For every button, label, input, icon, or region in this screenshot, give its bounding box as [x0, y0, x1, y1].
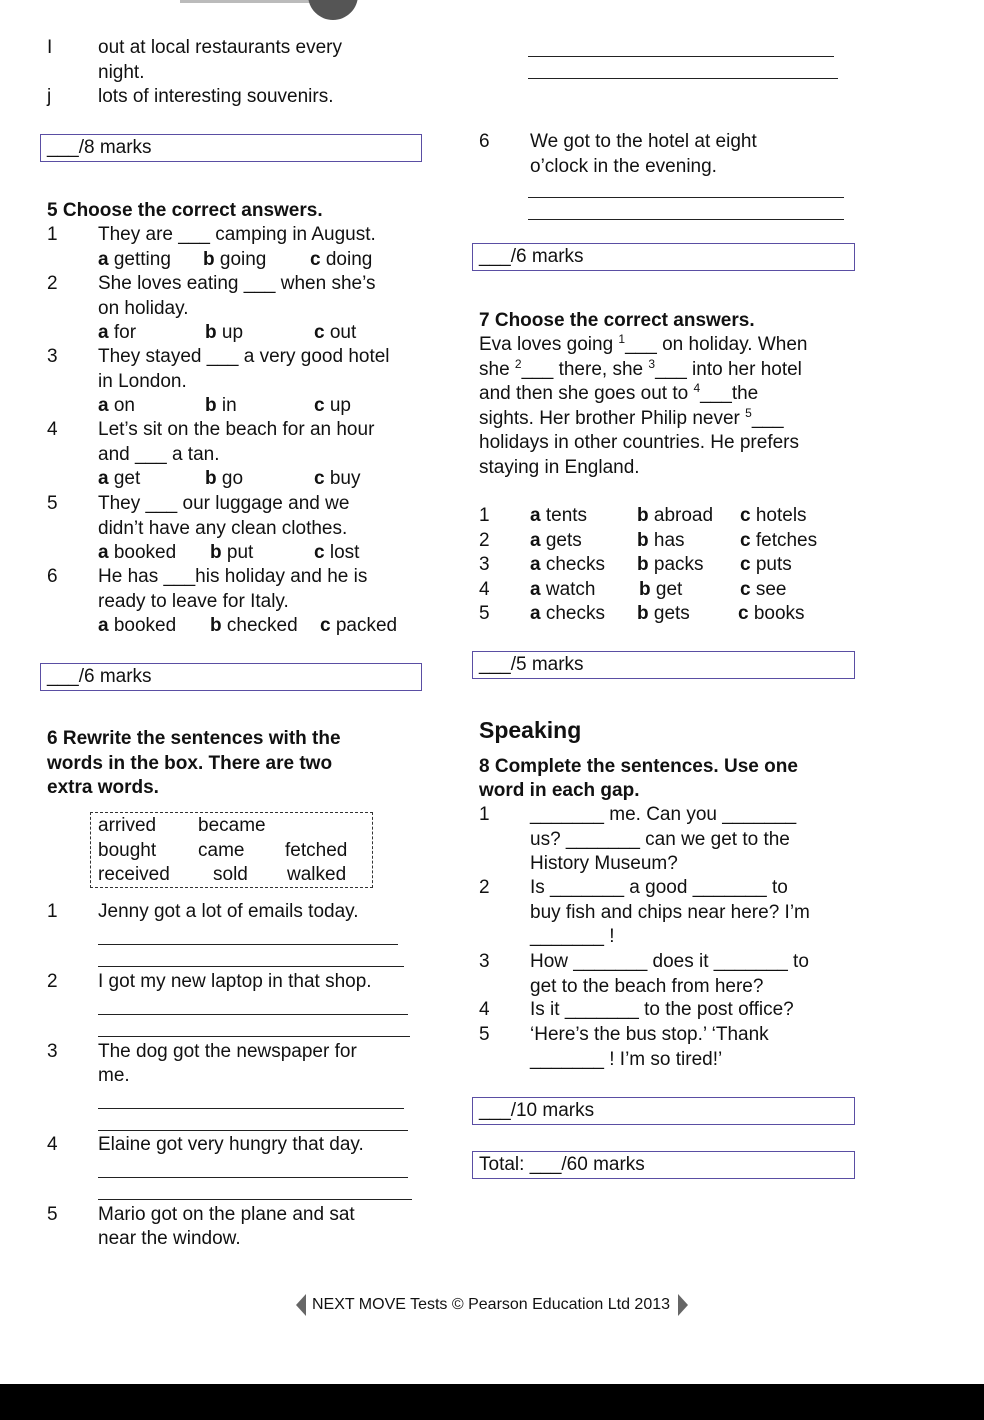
- option-letter: b: [210, 542, 222, 563]
- gap-number: 1: [618, 332, 626, 346]
- question-text: Is it _______ to the post office?: [530, 999, 794, 1020]
- option-letter: b: [205, 395, 217, 416]
- item-text: out at local restaurants every: [98, 37, 342, 58]
- question-text: How _______ does it _______ to: [530, 951, 809, 972]
- word-box-word: came: [198, 840, 245, 861]
- option-c[interactable]: [310, 248, 372, 273]
- section-title: word in each gap.: [479, 780, 640, 801]
- answer-line[interactable]: [98, 966, 404, 967]
- item-number: 4: [47, 419, 58, 440]
- option-b[interactable]: [637, 529, 685, 554]
- item-text: Mario got on the plane and sat: [98, 1204, 355, 1225]
- option-a[interactable]: [98, 541, 176, 566]
- item-text: lots of interesting souvenirs.: [98, 86, 334, 107]
- option-a[interactable]: [98, 394, 135, 419]
- header-decoration-line: [180, 0, 310, 3]
- answer-line[interactable]: [528, 78, 838, 79]
- option-text: books: [748, 603, 805, 624]
- item-number: 5: [47, 493, 58, 514]
- word-box-word: sold: [213, 864, 248, 885]
- total-marks-box[interactable]: Total: ___/60 marks: [472, 1151, 855, 1179]
- option-text: for: [108, 322, 137, 343]
- option-text: packed: [330, 615, 398, 636]
- option-text: doing: [320, 248, 373, 270]
- option-text: gets: [648, 603, 690, 624]
- option-text: checks: [540, 603, 605, 624]
- word-box-word: arrived: [98, 815, 157, 836]
- word-box-word: fetched: [285, 840, 348, 861]
- option-letter: a: [530, 603, 541, 624]
- section-title: words in the box. There are two: [47, 753, 333, 774]
- option-c[interactable]: [740, 553, 792, 578]
- option-a[interactable]: [530, 578, 596, 603]
- passage-line: sights. Her brother Philip never $^5$___: [479, 405, 784, 429]
- question-text: get to the beach from here?: [530, 975, 764, 997]
- option-c[interactable]: [314, 467, 361, 492]
- option-c[interactable]: [740, 578, 787, 603]
- page-number-badge: [308, 0, 358, 20]
- answer-line[interactable]: [98, 1199, 412, 1200]
- item-text: The dog got the newspaper for: [98, 1041, 357, 1062]
- passage-line: Eva loves going $^1$___ on holiday. When: [479, 332, 808, 355]
- answer-line[interactable]: [528, 219, 844, 220]
- question-text: She loves eating ___ when she’s: [98, 273, 376, 294]
- item-number: 3: [479, 951, 490, 972]
- previous-arrow-icon[interactable]: [296, 1294, 306, 1316]
- option-letter: a: [98, 248, 109, 270]
- item-letter: I: [47, 37, 53, 58]
- item-number: 1: [479, 804, 490, 825]
- option-text: up: [216, 322, 244, 343]
- item-number: 2: [47, 971, 58, 992]
- footer: [0, 1293, 984, 1317]
- option-a[interactable]: [530, 529, 582, 554]
- option-text: booked: [108, 615, 177, 636]
- item-number: 3: [47, 346, 58, 367]
- option-a[interactable]: [98, 321, 136, 346]
- question-text: Is _______ a good _______ to: [530, 877, 788, 898]
- option-b[interactable]: [637, 504, 713, 529]
- option-a[interactable]: [530, 553, 605, 578]
- item-text: me.: [98, 1065, 130, 1086]
- option-letter: c: [310, 248, 321, 270]
- option-letter: b: [210, 615, 222, 636]
- option-text: tents: [540, 505, 588, 526]
- item-number: 2: [479, 877, 490, 898]
- question-text: in London.: [98, 370, 187, 392]
- option-text: on: [108, 395, 135, 416]
- item-number: 6: [479, 131, 490, 152]
- option-letter: b: [203, 248, 215, 270]
- option-b[interactable]: [205, 321, 243, 346]
- marks-box[interactable]: ___/10 marks: [472, 1097, 855, 1125]
- option-letter: a: [530, 529, 541, 551]
- section-title: 7 Choose the correct answers.: [479, 310, 755, 331]
- question-text: _______ ! I’m so tired!’: [530, 1048, 723, 1070]
- item-number: 5: [479, 603, 490, 624]
- answer-line[interactable]: [528, 197, 844, 198]
- option-letter: a: [530, 554, 541, 575]
- option-a[interactable]: [98, 467, 140, 492]
- option-b[interactable]: [210, 614, 298, 639]
- marks-box[interactable]: ___/6 marks: [472, 243, 855, 271]
- option-text: checked: [221, 615, 298, 636]
- option-text: packs: [648, 554, 704, 575]
- option-letter: c: [740, 554, 751, 575]
- marks-box[interactable]: ___/6 marks: [40, 663, 422, 691]
- gap-number: 2: [514, 356, 522, 371]
- option-letter: b: [637, 603, 649, 624]
- item-text: I got my new laptop in that shop.: [98, 971, 372, 992]
- question-text: us? _______ can we get to the: [530, 828, 790, 850]
- option-c[interactable]: [320, 614, 397, 639]
- option-text: gets: [540, 529, 582, 551]
- next-arrow-icon[interactable]: [678, 1294, 688, 1316]
- option-letter: c: [740, 578, 751, 600]
- item-number: 3: [479, 554, 490, 575]
- answer-line[interactable]: [98, 1014, 408, 1015]
- option-text: watch: [540, 578, 596, 600]
- footer-text: NEXT MOVE Tests © Pearson Education Ltd 2013: [311, 1296, 671, 1313]
- word-box-word: became: [198, 815, 266, 836]
- option-text: buy: [324, 468, 361, 489]
- option-letter: a: [98, 395, 109, 416]
- marks-box[interactable]: ___/5 marks: [472, 651, 855, 679]
- section-title: extra words.: [47, 777, 159, 798]
- option-b[interactable]: [210, 541, 253, 566]
- option-c[interactable]: [738, 602, 805, 627]
- answer-line[interactable]: [98, 1177, 408, 1178]
- question-text: buy fish and chips near here? I’m: [530, 901, 810, 923]
- option-letter: c: [738, 603, 749, 624]
- item-number: 5: [47, 1204, 58, 1225]
- question-text: They are ___ camping in August.: [98, 224, 376, 245]
- passage-line: holidays in other countries. He prefers: [479, 432, 799, 453]
- section-title: 6 Rewrite the sentences with the: [47, 728, 341, 749]
- option-b[interactable]: [637, 553, 704, 578]
- option-text: see: [750, 578, 787, 600]
- question-text: He has ___his holiday and he is: [98, 566, 368, 587]
- option-letter: c: [314, 468, 325, 489]
- passage-line: she $^2$___ there, she $^3$___ into her hotel: [479, 356, 802, 380]
- option-text: lost: [324, 542, 360, 563]
- question-text: and ___ a tan.: [98, 443, 220, 465]
- option-letter: c: [314, 542, 325, 563]
- option-letter: c: [740, 505, 751, 526]
- item-letter: j: [47, 86, 52, 107]
- option-letter: b: [205, 468, 217, 489]
- option-text: up: [324, 395, 351, 416]
- word-box-word: walked: [287, 864, 347, 885]
- option-letter: c: [320, 615, 331, 636]
- option-letter: a: [98, 542, 109, 563]
- word-box-word: bought: [98, 840, 157, 861]
- item-number: 1: [47, 901, 58, 922]
- option-letter: a: [98, 322, 109, 343]
- question-text: ‘Here’s the bus stop.’ ‘Thank: [530, 1024, 769, 1045]
- option-c[interactable]: [314, 321, 356, 346]
- question-text: They stayed ___ a very good hotel: [98, 346, 390, 367]
- option-text: in: [216, 395, 237, 416]
- item-number: 4: [479, 578, 490, 600]
- passage-line: and then she goes out to $^4$___the: [479, 381, 759, 404]
- option-letter: a: [98, 468, 109, 489]
- option-letter: b: [637, 554, 649, 575]
- question-text: They ___ our luggage and we: [98, 493, 350, 514]
- option-text: put: [221, 542, 254, 563]
- option-c[interactable]: [314, 394, 351, 419]
- item-number: 4: [47, 1134, 58, 1155]
- item-number: 1: [47, 224, 58, 245]
- option-a[interactable]: [530, 602, 605, 627]
- option-b[interactable]: [205, 467, 243, 492]
- option-text: abroad: [648, 505, 714, 526]
- option-letter: a: [530, 505, 541, 526]
- option-b[interactable]: [639, 578, 682, 603]
- item-number: 2: [479, 529, 490, 551]
- option-text: booked: [108, 542, 177, 563]
- section-title: 8 Complete the sentences. Use one: [479, 756, 798, 777]
- answer-line[interactable]: [98, 1036, 410, 1037]
- item-text: night.: [98, 62, 145, 83]
- item-number: 5: [479, 1024, 490, 1045]
- option-letter: b: [639, 578, 651, 600]
- question-text: History Museum?: [530, 853, 678, 874]
- option-text: get: [650, 578, 683, 600]
- gap-number: 3: [648, 356, 656, 371]
- option-a[interactable]: [98, 614, 176, 639]
- option-text: fetches: [750, 529, 818, 551]
- option-text: checks: [540, 554, 605, 575]
- option-b[interactable]: [205, 394, 237, 419]
- option-text: hotels: [750, 505, 807, 526]
- option-letter: c: [314, 395, 325, 416]
- option-a[interactable]: [530, 504, 587, 529]
- option-letter: c: [314, 322, 325, 343]
- answer-line[interactable]: [98, 944, 398, 945]
- question-text: _______ me. Can you _______: [530, 804, 797, 825]
- question-text: didn’t have any clean clothes.: [98, 517, 348, 539]
- question-text: on holiday.: [98, 297, 189, 319]
- option-text: go: [216, 468, 244, 489]
- option-c[interactable]: [740, 504, 807, 529]
- gap-number: 5: [745, 405, 752, 420]
- item-number: 6: [47, 566, 58, 587]
- item-number: 2: [47, 273, 58, 294]
- option-text: get: [108, 468, 141, 489]
- option-text: going: [214, 248, 267, 270]
- question-text: ready to leave for Italy.: [98, 590, 289, 612]
- option-c[interactable]: [314, 541, 359, 566]
- option-letter: b: [637, 505, 649, 526]
- word-box-word: received: [98, 864, 170, 885]
- option-a[interactable]: [98, 248, 171, 273]
- item-text: We got to the hotel at eight: [530, 131, 757, 152]
- item-text: Jenny got a lot of emails today.: [98, 901, 359, 922]
- marks-box[interactable]: ___/8 marks: [40, 134, 422, 162]
- option-text: puts: [750, 554, 792, 575]
- option-text: out: [324, 322, 357, 343]
- option-b[interactable]: [637, 602, 690, 627]
- answer-line[interactable]: [98, 1130, 408, 1131]
- item-text: o’clock in the evening.: [530, 156, 717, 177]
- item-number: 4: [479, 999, 490, 1020]
- item-number: 3: [47, 1041, 58, 1062]
- option-c[interactable]: [740, 529, 817, 554]
- passage-line: staying in England.: [479, 456, 640, 478]
- option-letter: c: [740, 529, 751, 551]
- option-b[interactable]: [203, 248, 266, 273]
- option-letter: a: [530, 578, 541, 600]
- question-text: _______ !: [530, 926, 615, 947]
- gap-number: 4: [693, 381, 701, 395]
- question-text: Let’s sit on the beach for an hour: [98, 419, 375, 440]
- speaking-heading: Speaking: [479, 717, 582, 743]
- option-letter: b: [637, 529, 649, 551]
- answer-line[interactable]: [98, 1108, 404, 1109]
- option-text: getting: [108, 248, 171, 270]
- option-letter: a: [98, 615, 109, 636]
- item-number: 1: [479, 505, 490, 526]
- option-letter: b: [205, 322, 217, 343]
- section-title: 5 Choose the correct answers.: [47, 200, 323, 221]
- bottom-bar: [0, 1384, 984, 1420]
- option-text: has: [648, 529, 685, 551]
- answer-line[interactable]: [528, 56, 834, 57]
- item-text: near the window.: [98, 1228, 241, 1249]
- item-text: Elaine got very hungry that day.: [98, 1134, 364, 1155]
